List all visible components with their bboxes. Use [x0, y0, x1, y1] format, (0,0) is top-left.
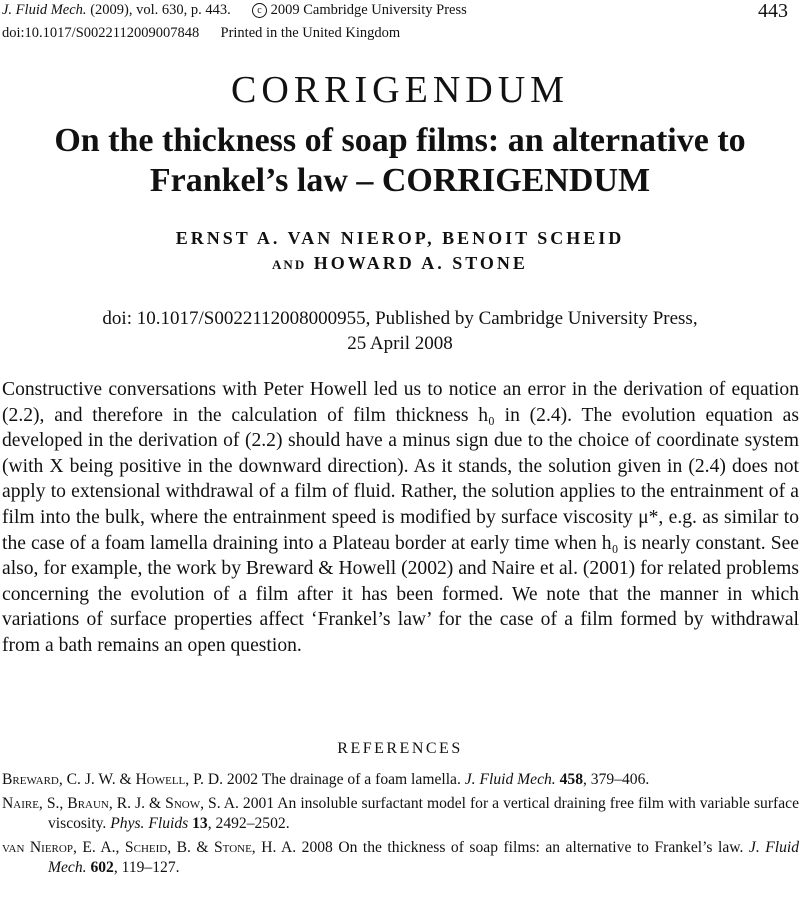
journal-citation: (2009), vol. 630, p. 443. [90, 2, 231, 18]
section-kicker: CORRIGENDUM [231, 69, 569, 111]
body-paragraph: Constructive conversations with Peter Howell led us to notice an error in the derivation of equation (2.2), and therefore in the calculation of film thickness h₀ in (2.4). The evolution equation as developed in the derivation of (2.2) should have a minus sign due to the choice of coordinate system (with X being positive in the downward direction). As it stands, the solution given in (2.4) does not apply to extensional withdrawal of a film of fluid. Rather, the solution applies to the entrainment of a film into the bulk, where the entrainment speed is modified by surface viscosity μ*, e.g. as similar to the case of a foam lamella draining into a Plateau border at early time when h₀ is nearly constant. See also, for example, the work by Breward & Howell (2002) and Naire et al. (2001) for related problems concerning the evolution of a film after it has been formed. We note that the manner in which variations of surface properties affect ‘Frankel’s law’ for the case of a film formed by withdrawal from a bath remains an open question. [2, 379, 799, 656]
reference-item [2, 838, 799, 879]
reference-authors: Naire, S., Braun, R. J. & Snow, S. A. [2, 794, 239, 812]
references-list [2, 770, 799, 882]
reference-authors: Breward, C. J. W. & Howell, P. D. [2, 771, 223, 788]
page-header [0, 0, 800, 50]
reference-authors: van Nierop, E. A., Scheid, B. & Stone, H. A. [2, 838, 297, 856]
authors-line-2 [0, 251, 800, 277]
original-doi-line-2: 25 April 2008 [347, 333, 453, 354]
reference-journal: Phys. Fluids [110, 815, 189, 832]
reference-volume: 13 [192, 815, 208, 832]
reference-pages: , 119–127. [113, 859, 180, 876]
reference-pages: , 2492–2502. [207, 815, 290, 832]
reference-item [2, 794, 799, 835]
reference-volume: 458 [559, 771, 583, 788]
authors-line-1: ERNST A. VAN NIEROP, BENOIT SCHEID [175, 228, 625, 248]
copyright-text: 2009 Cambridge University Press [270, 2, 467, 18]
page-number: 443 [758, 0, 788, 22]
reference-title: 2008 On the thickness of soap films: an alternative to Frankel’s law. [301, 838, 744, 856]
doi-printed-line [2, 25, 400, 42]
copyright-icon: c [252, 3, 267, 18]
reference-volume: 602 [90, 859, 114, 876]
authors-and: AND [272, 257, 307, 272]
references-heading: REFERENCES [337, 740, 463, 757]
reference-title: 2002 The drainage of a foam lamella. [226, 771, 461, 788]
title-line-1: On the thickness of soap films: an alternative to [54, 122, 746, 159]
printed-location: Printed in the United Kingdom [220, 25, 401, 41]
original-article-doi [0, 306, 800, 356]
reference-title: 2001 An insoluble surfactant model for a vertical draining free film with variable surface viscosity. [48, 794, 799, 832]
reference-journal: J. Fluid Mech. [48, 838, 799, 876]
journal-citation-line [2, 2, 467, 19]
reference-pages: , 379–406. [583, 771, 650, 788]
authors-last: HOWARD A. STONE [313, 253, 528, 273]
article-title [0, 121, 800, 201]
original-doi-line-1: doi: 10.1017/S0022112008000955, Published by Cambridge University Press, [102, 308, 698, 329]
title-line-2: Frankel’s law – CORRIGENDUM [149, 162, 651, 199]
reference-journal: J. Fluid Mech. [464, 771, 556, 788]
reference-item [2, 770, 799, 791]
author-list [0, 226, 800, 277]
journal-name: J. Fluid Mech. [2, 2, 87, 18]
header-doi: doi:10.1017/S0022112009007848 [2, 25, 200, 41]
